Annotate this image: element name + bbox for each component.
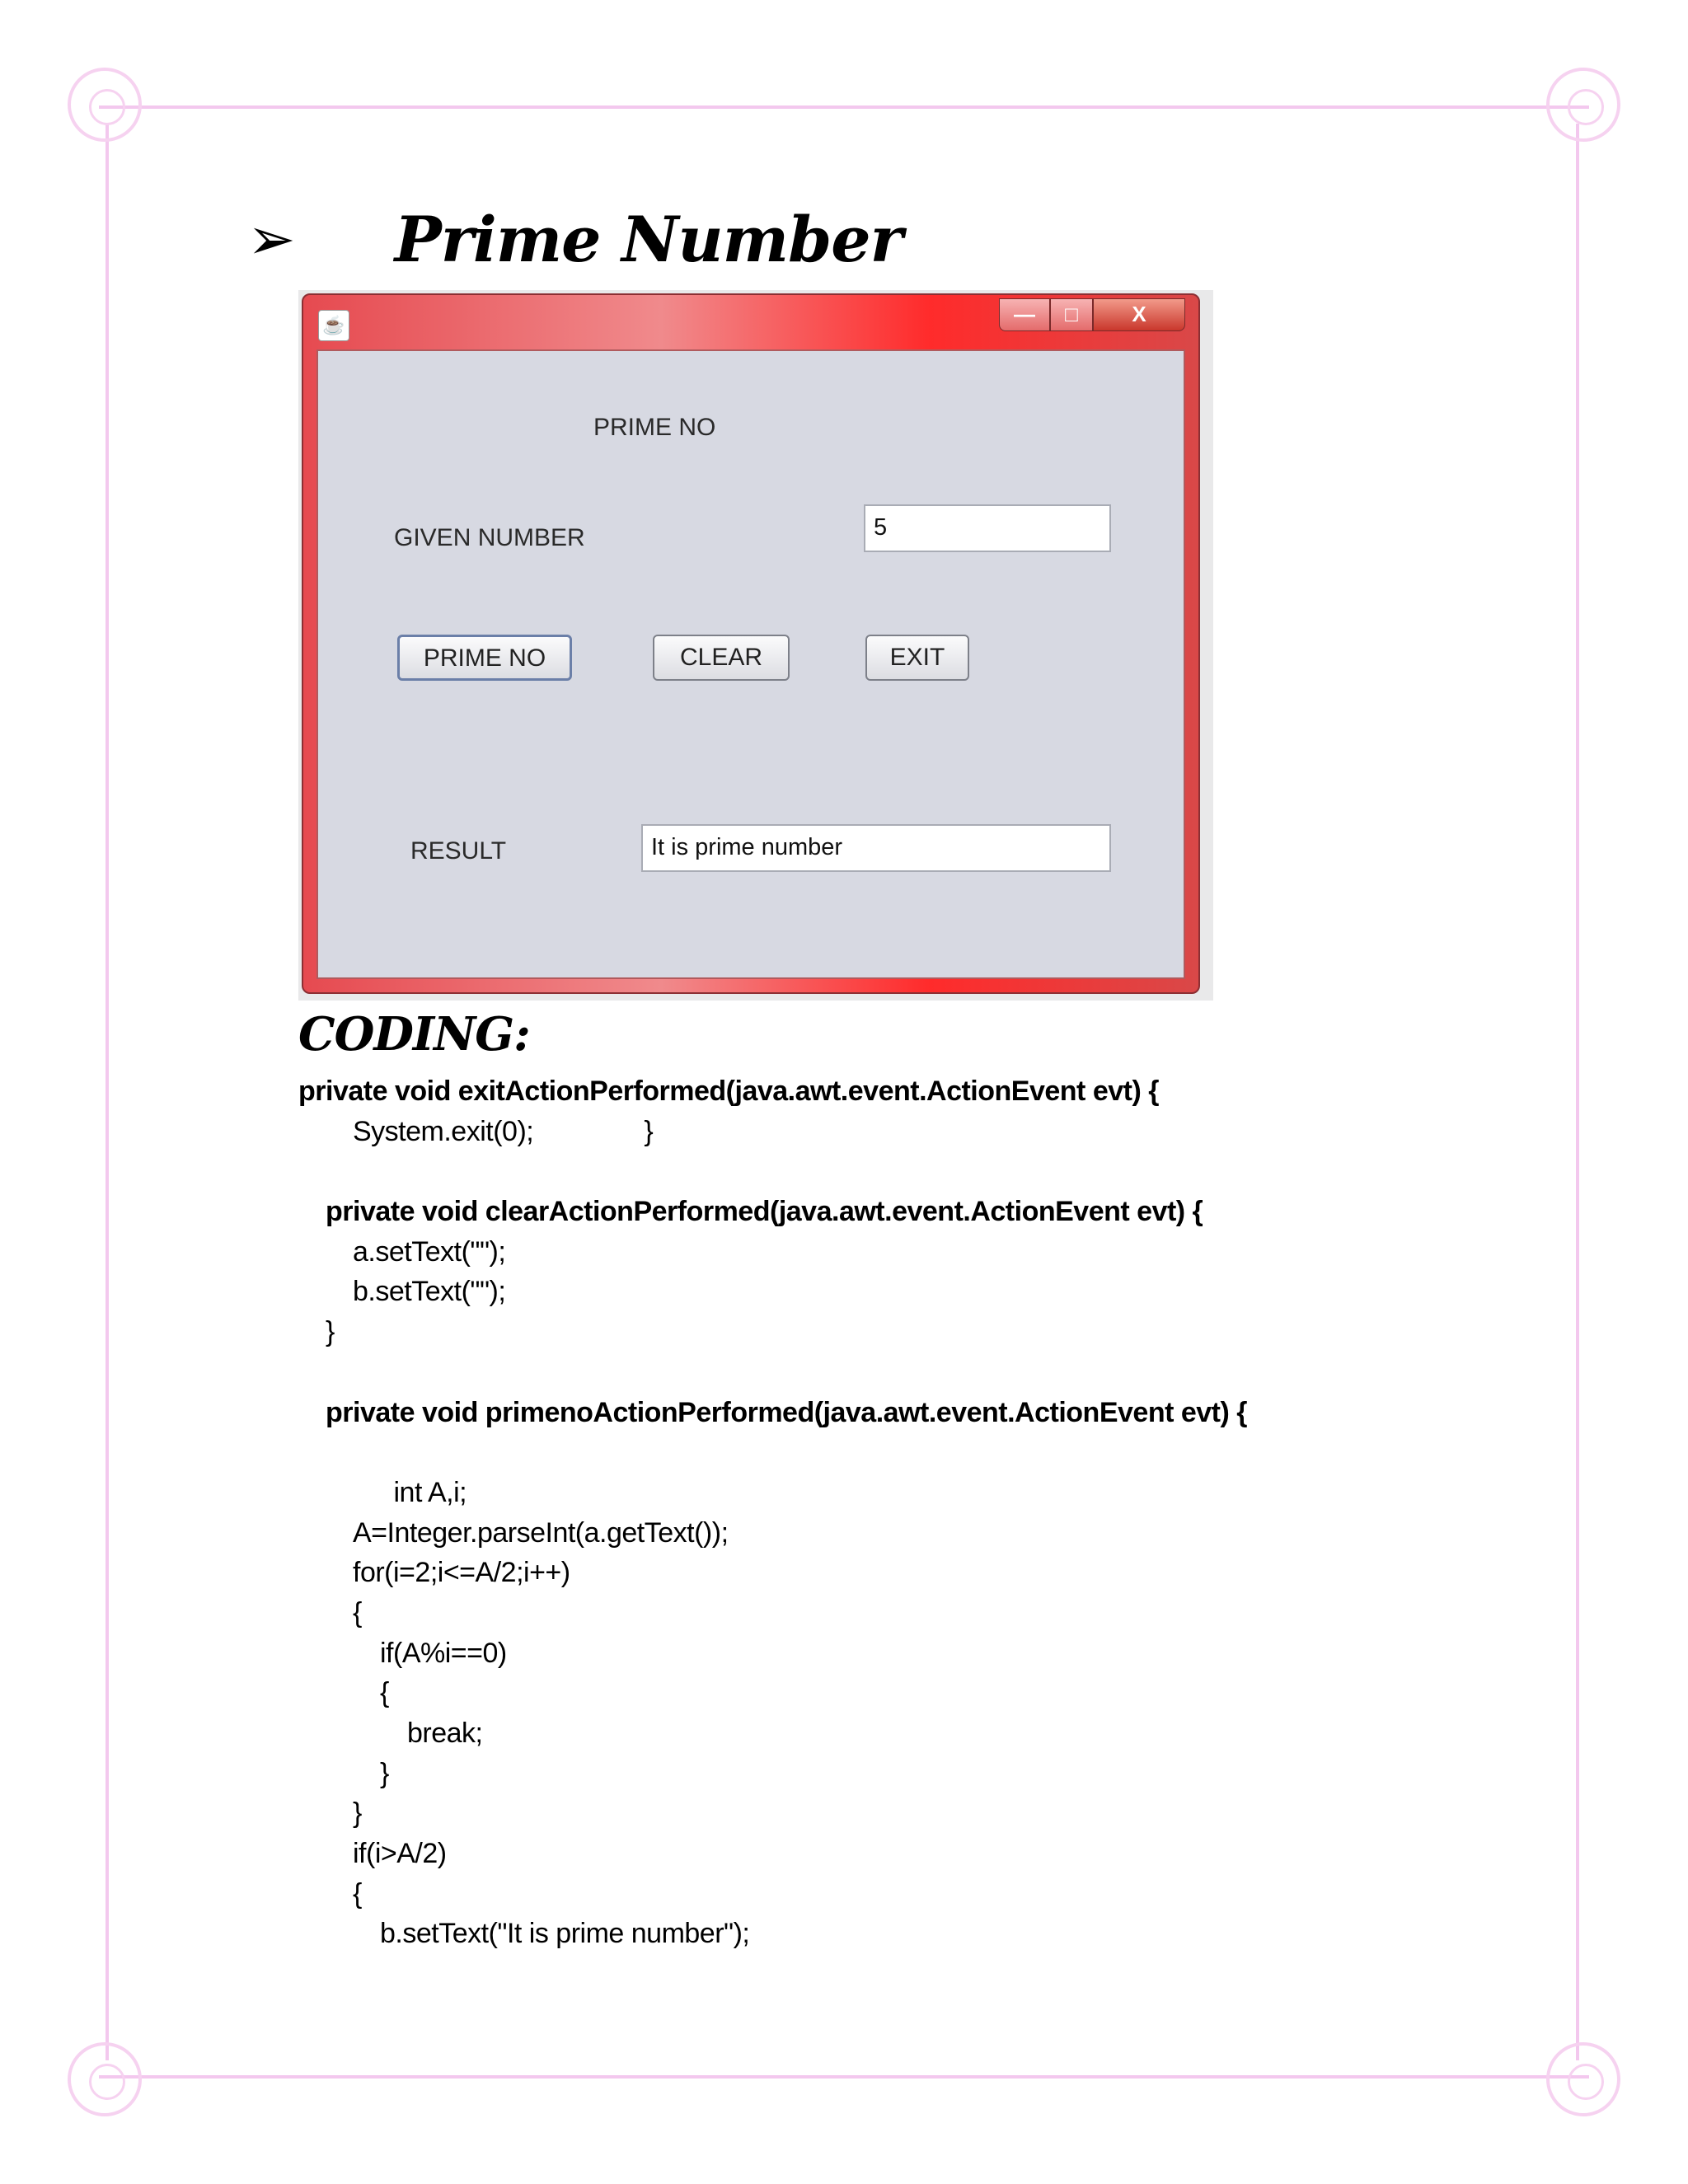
code-line: { (380, 1677, 389, 1709)
prime-no-button[interactable]: PRIME NO (397, 635, 572, 681)
given-number-field[interactable]: 5 (864, 504, 1111, 552)
code-line: } (353, 1797, 362, 1830)
page-border-bottom (99, 2075, 1589, 2079)
result-field[interactable]: It is prime number (641, 824, 1111, 872)
code-line: private void primenoActionPerformed(java.awt.event.ActionEvent evt) { (326, 1396, 1247, 1428)
minimize-button[interactable]: — (999, 298, 1050, 331)
exit-button[interactable]: EXIT (865, 635, 969, 681)
corner-ornament-bottom-right (1546, 2042, 1620, 2116)
code-line: b.setText("It is prime number"); (380, 1918, 750, 1950)
code-line: int A,i; (393, 1476, 467, 1508)
form-heading: PRIME NO (593, 414, 716, 441)
form-panel (316, 349, 1185, 979)
code-listing (298, 1071, 1452, 1954)
coding-heading: CODING: (298, 1007, 530, 1062)
code-line (298, 1352, 1452, 1393)
code-line: for(i=2;i<=A/2;i++) (353, 1557, 570, 1589)
code-line: b.setText(""); (353, 1276, 506, 1308)
corner-ornament-top-right (1546, 68, 1620, 142)
page-border-right (1576, 124, 1579, 2060)
java-icon: ☕ (318, 310, 349, 341)
code-line: if(i>A/2) (353, 1838, 447, 1870)
code-line: { (353, 1877, 362, 1910)
page-title: Prime Number (394, 202, 903, 276)
maximize-button[interactable]: □ (1050, 298, 1093, 331)
result-label: RESULT (410, 837, 507, 865)
code-line: } (326, 1316, 335, 1348)
page-border-left (106, 124, 109, 2060)
code-line: private void clearActionPerformed(java.awt.event.ActionEvent evt) { (326, 1196, 1203, 1228)
given-number-label: GIVEN NUMBER (394, 524, 585, 551)
code-line: A=Integer.parseInt(a.getText()); (353, 1516, 729, 1549)
code-line: { (353, 1596, 362, 1629)
corner-ornament-top-left (68, 68, 142, 142)
section-heading (247, 198, 903, 280)
code-line (298, 1151, 1452, 1192)
code-line (298, 1432, 1452, 1473)
code-line: a.setText(""); (353, 1235, 506, 1268)
close-button[interactable]: X (1093, 298, 1185, 331)
window-controls (999, 298, 1185, 331)
app-screenshot (298, 290, 1213, 1001)
code-line: } (380, 1757, 389, 1789)
code-line: private void exitActionPerformed(java.awt.event.ActionEvent evt) { (298, 1076, 1159, 1107)
clear-button[interactable]: CLEAR (653, 635, 790, 681)
code-line: break; (407, 1718, 483, 1749)
code-line: if(A%i==0) (380, 1637, 507, 1669)
corner-ornament-bottom-left (68, 2042, 142, 2116)
code-line: System.exit(0); } (353, 1115, 654, 1147)
arrow-bullet-icon: ➢ (247, 207, 296, 271)
app-window (302, 293, 1200, 994)
page-border-top (99, 105, 1589, 109)
